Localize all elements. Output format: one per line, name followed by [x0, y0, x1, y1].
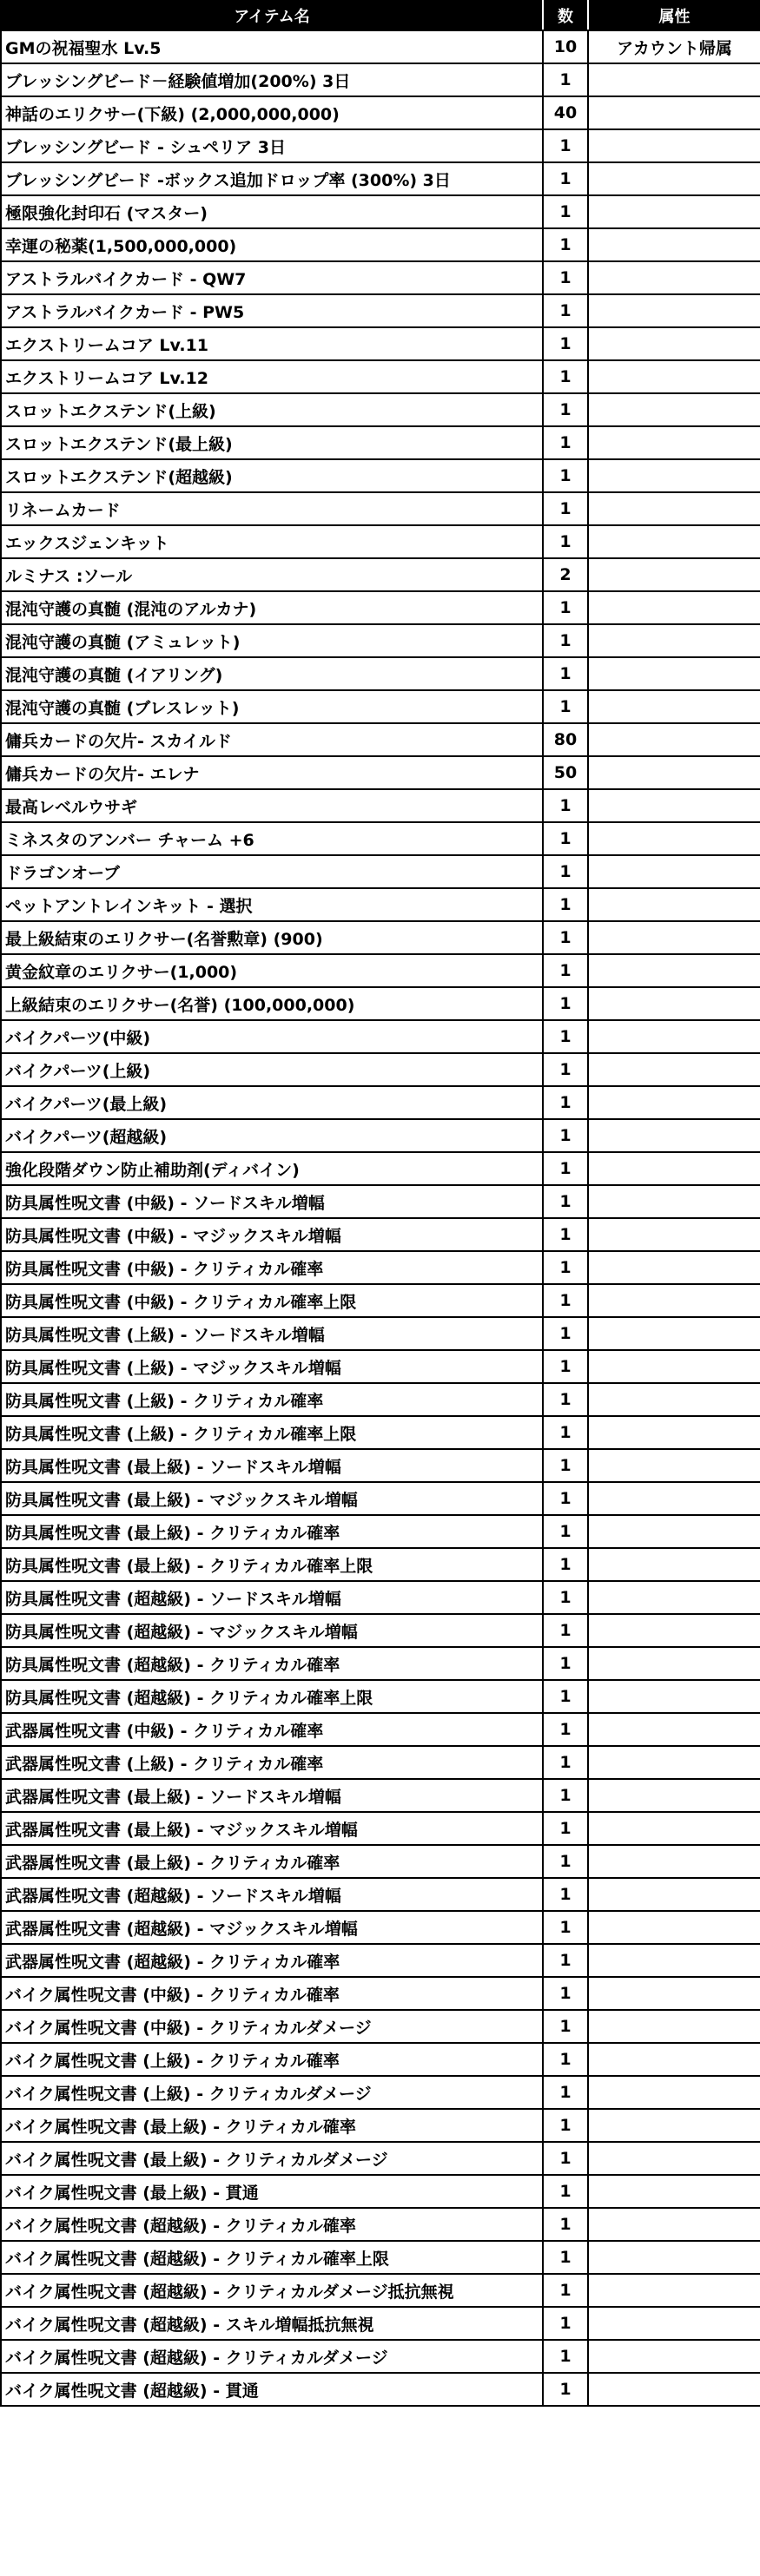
item-name-cell: 防具属性呪文書 (最上級) - ソードスキル増幅 — [1, 1449, 543, 1482]
table-row — [1, 1680, 760, 1713]
attribute-cell — [588, 96, 760, 129]
table-row — [1, 162, 760, 195]
table-row — [1, 1119, 760, 1152]
quantity-cell: 1 — [543, 1218, 588, 1251]
quantity-cell: 1 — [543, 1251, 588, 1284]
quantity-cell: 1 — [543, 2208, 588, 2241]
item-name-cell: バイクパーツ(上級) — [1, 1053, 543, 1086]
quantity-cell: 1 — [543, 1284, 588, 1317]
quantity-cell: 1 — [543, 63, 588, 96]
table-row — [1, 492, 760, 525]
item-name-cell: 幸運の秘薬(1,500,000,000) — [1, 228, 543, 261]
header-quantity: 数 — [543, 1, 588, 30]
attribute-cell — [588, 393, 760, 426]
attribute-cell — [588, 987, 760, 1020]
quantity-cell: 1 — [543, 2142, 588, 2175]
item-name-cell: バイク属性呪文書 (超越級) - クリティカル確率上限 — [1, 2241, 543, 2274]
item-name-cell: スロットエクステンド(超越級) — [1, 459, 543, 492]
table-row — [1, 2274, 760, 2307]
table-row — [1, 2241, 760, 2274]
item-name-cell: バイク属性呪文書 (超越級) - クリティカルダメージ抵抗無視 — [1, 2274, 543, 2307]
table-row — [1, 1977, 760, 2010]
quantity-cell: 1 — [543, 987, 588, 1020]
table-row — [1, 1185, 760, 1218]
attribute-cell — [588, 1053, 760, 1086]
table-row — [1, 2142, 760, 2175]
item-name-cell: 神話のエリクサー(下級) (2,000,000,000) — [1, 96, 543, 129]
item-name-cell: 強化段階ダウン防止補助剤(ディバイン) — [1, 1152, 543, 1185]
item-name-cell: スロットエクステンド(最上級) — [1, 426, 543, 459]
table-row — [1, 558, 760, 591]
attribute-cell — [588, 1746, 760, 1779]
attribute-cell — [588, 63, 760, 96]
table-row — [1, 30, 760, 63]
table-row — [1, 1284, 760, 1317]
item-name-cell: 傭兵カードの欠片- エレナ — [1, 756, 543, 789]
attribute-cell — [588, 723, 760, 756]
quantity-cell: 1 — [543, 1680, 588, 1713]
item-name-cell: 混沌守護の真髄 (アミュレット) — [1, 624, 543, 657]
item-name-cell: アストラルバイクカード - PW5 — [1, 294, 543, 327]
attribute-cell — [588, 624, 760, 657]
item-name-cell: 武器属性呪文書 (中級) - クリティカル確率 — [1, 1713, 543, 1746]
item-name-cell: バイク属性呪文書 (最上級) - 貫通 — [1, 2175, 543, 2208]
quantity-cell: 1 — [543, 1350, 588, 1383]
table-row — [1, 261, 760, 294]
attribute-cell — [588, 261, 760, 294]
quantity-cell: 1 — [543, 2241, 588, 2274]
table-row — [1, 2109, 760, 2142]
quantity-cell: 1 — [543, 162, 588, 195]
quantity-cell: 1 — [543, 2076, 588, 2109]
quantity-cell: 80 — [543, 723, 588, 756]
item-name-cell: バイクパーツ(超越級) — [1, 1119, 543, 1152]
table-row — [1, 1746, 760, 1779]
quantity-cell: 1 — [543, 690, 588, 723]
table-row — [1, 1053, 760, 1086]
quantity-cell: 1 — [543, 1383, 588, 1416]
item-name-cell: バイクパーツ(中級) — [1, 1020, 543, 1053]
attribute-cell — [588, 756, 760, 789]
item-name-cell: 武器属性呪文書 (最上級) - マジックスキル増幅 — [1, 1812, 543, 1845]
header-item-name: アイテム名 — [1, 1, 543, 30]
quantity-cell: 1 — [543, 1878, 588, 1911]
table-row — [1, 360, 760, 393]
item-name-cell: バイク属性呪文書 (上級) - クリティカル確率 — [1, 2043, 543, 2076]
item-name-cell: 混沌守護の真髄 (混沌のアルカナ) — [1, 591, 543, 624]
attribute-cell — [588, 690, 760, 723]
attribute-cell — [588, 2340, 760, 2373]
quantity-cell: 1 — [543, 2274, 588, 2307]
attribute-cell — [588, 1779, 760, 1812]
table-row — [1, 954, 760, 987]
table-row — [1, 1911, 760, 1944]
quantity-cell: 1 — [543, 360, 588, 393]
table-row — [1, 2373, 760, 2406]
table-row — [1, 2076, 760, 2109]
attribute-cell — [588, 591, 760, 624]
table-row — [1, 690, 760, 723]
quantity-cell: 1 — [543, 261, 588, 294]
table-row — [1, 855, 760, 888]
quantity-cell: 1 — [543, 1713, 588, 1746]
table-row — [1, 723, 760, 756]
attribute-cell — [588, 921, 760, 954]
quantity-cell: 1 — [543, 1812, 588, 1845]
header-attribute: 属性 — [588, 1, 760, 30]
item-name-cell: 傭兵カードの欠片- スカイルド — [1, 723, 543, 756]
item-name-cell: エクストリームコア Lv.11 — [1, 327, 543, 360]
attribute-cell: アカウント帰属 — [588, 30, 760, 63]
item-name-cell: ミネスタのアンバー チャーム +6 — [1, 822, 543, 855]
item-name-cell: 防具属性呪文書 (上級) - ソードスキル増幅 — [1, 1317, 543, 1350]
quantity-cell: 1 — [543, 1779, 588, 1812]
attribute-cell — [588, 459, 760, 492]
item-name-cell: 防具属性呪文書 (超越級) - ソードスキル増幅 — [1, 1581, 543, 1614]
item-name-cell: 武器属性呪文書 (超越級) - クリティカル確率 — [1, 1944, 543, 1977]
table-row — [1, 1581, 760, 1614]
table-row — [1, 2010, 760, 2043]
table-row — [1, 2307, 760, 2340]
quantity-cell: 1 — [543, 426, 588, 459]
table-row — [1, 624, 760, 657]
item-name-cell: 武器属性呪文書 (超越級) - マジックスキル増幅 — [1, 1911, 543, 1944]
table-row — [1, 789, 760, 822]
attribute-cell — [588, 2076, 760, 2109]
attribute-cell — [588, 558, 760, 591]
item-rows — [1, 30, 760, 2406]
item-name-cell: 武器属性呪文書 (上級) - クリティカル確率 — [1, 1746, 543, 1779]
table-row — [1, 1944, 760, 1977]
item-name-cell: エックスジェンキット — [1, 525, 543, 558]
item-name-cell: 武器属性呪文書 (最上級) - クリティカル確率 — [1, 1845, 543, 1878]
attribute-cell — [588, 327, 760, 360]
table-row — [1, 2208, 760, 2241]
quantity-cell: 50 — [543, 756, 588, 789]
attribute-cell — [588, 2307, 760, 2340]
item-name-cell: 防具属性呪文書 (最上級) - クリティカル確率 — [1, 1515, 543, 1548]
attribute-cell — [588, 2241, 760, 2274]
table-row — [1, 1449, 760, 1482]
attribute-cell — [588, 1383, 760, 1416]
attribute-cell — [588, 492, 760, 525]
item-name-cell: ドラゴンオーブ — [1, 855, 543, 888]
attribute-cell — [588, 1218, 760, 1251]
item-name-cell: 防具属性呪文書 (超越級) - クリティカル確率 — [1, 1647, 543, 1680]
attribute-cell — [588, 1185, 760, 1218]
attribute-cell — [588, 789, 760, 822]
attribute-cell — [588, 1086, 760, 1119]
quantity-cell: 1 — [543, 822, 588, 855]
item-name-cell: バイク属性呪文書 (中級) - クリティカルダメージ — [1, 2010, 543, 2043]
item-name-cell: 防具属性呪文書 (上級) - マジックスキル増幅 — [1, 1350, 543, 1383]
item-name-cell: 防具属性呪文書 (超越級) - マジックスキル増幅 — [1, 1614, 543, 1647]
quantity-cell: 1 — [543, 921, 588, 954]
attribute-cell — [588, 294, 760, 327]
table-row — [1, 822, 760, 855]
attribute-cell — [588, 855, 760, 888]
attribute-cell — [588, 1284, 760, 1317]
attribute-cell — [588, 1680, 760, 1713]
quantity-cell: 1 — [543, 1845, 588, 1878]
table-row — [1, 129, 760, 162]
quantity-cell: 1 — [543, 525, 588, 558]
attribute-cell — [588, 195, 760, 228]
quantity-cell: 1 — [543, 1020, 588, 1053]
quantity-cell: 1 — [543, 1185, 588, 1218]
table-row — [1, 195, 760, 228]
item-name-cell: 最上級結束のエリクサー(名誉勲章) (900) — [1, 921, 543, 954]
table-row — [1, 228, 760, 261]
item-name-cell: 防具属性呪文書 (上級) - クリティカル確率 — [1, 1383, 543, 1416]
quantity-cell: 1 — [543, 1515, 588, 1548]
attribute-cell — [588, 2010, 760, 2043]
item-name-cell: ブレッシングビード -ボックス追加ドロップ率 (300%) 3日 — [1, 162, 543, 195]
table-row — [1, 1416, 760, 1449]
quantity-cell: 40 — [543, 96, 588, 129]
quantity-cell: 1 — [543, 195, 588, 228]
quantity-cell: 1 — [543, 1449, 588, 1482]
table-row — [1, 1647, 760, 1680]
item-name-cell: 防具属性呪文書 (上級) - クリティカル確率上限 — [1, 1416, 543, 1449]
attribute-cell — [588, 129, 760, 162]
item-name-cell: 黄金紋章のエリクサー(1,000) — [1, 954, 543, 987]
table-row — [1, 1713, 760, 1746]
attribute-cell — [588, 1515, 760, 1548]
item-name-cell: 武器属性呪文書 (超越級) - ソードスキル増幅 — [1, 1878, 543, 1911]
attribute-cell — [588, 1878, 760, 1911]
item-name-cell: 防具属性呪文書 (中級) - マジックスキル増幅 — [1, 1218, 543, 1251]
quantity-cell: 10 — [543, 30, 588, 63]
quantity-cell: 1 — [543, 591, 588, 624]
item-name-cell: ブレッシングビード - シュペリア 3日 — [1, 129, 543, 162]
table-row — [1, 327, 760, 360]
quantity-cell: 1 — [543, 2373, 588, 2406]
table-row — [1, 1020, 760, 1053]
quantity-cell: 1 — [543, 492, 588, 525]
item-name-cell: スロットエクステンド(上級) — [1, 393, 543, 426]
item-name-cell: 混沌守護の真髄 (ブレスレット) — [1, 690, 543, 723]
item-name-cell: リネームカード — [1, 492, 543, 525]
table-row — [1, 756, 760, 789]
attribute-cell — [588, 1944, 760, 1977]
item-name-cell: バイクパーツ(最上級) — [1, 1086, 543, 1119]
quantity-cell: 1 — [543, 1614, 588, 1647]
item-name-cell: バイク属性呪文書 (超越級) - クリティカルダメージ — [1, 2340, 543, 2373]
item-name-cell: バイク属性呪文書 (中級) - クリティカル確率 — [1, 1977, 543, 2010]
item-name-cell: バイク属性呪文書 (上級) - クリティカルダメージ — [1, 2076, 543, 2109]
item-name-cell: バイク属性呪文書 (超越級) - 貫通 — [1, 2373, 543, 2406]
quantity-cell: 1 — [543, 228, 588, 261]
quantity-cell: 1 — [543, 888, 588, 921]
table-row — [1, 1218, 760, 1251]
attribute-cell — [588, 1548, 760, 1581]
table-row — [1, 459, 760, 492]
quantity-cell: 1 — [543, 789, 588, 822]
item-name-cell: 極限強化封印石 (マスター) — [1, 195, 543, 228]
quantity-cell: 1 — [543, 2010, 588, 2043]
attribute-cell — [588, 1812, 760, 1845]
quantity-cell: 1 — [543, 1119, 588, 1152]
attribute-cell — [588, 2373, 760, 2406]
quantity-cell: 1 — [543, 1746, 588, 1779]
quantity-cell: 1 — [543, 459, 588, 492]
attribute-cell — [588, 1977, 760, 2010]
item-name-cell: ペットアントレインキット - 選択 — [1, 888, 543, 921]
table-row — [1, 1878, 760, 1911]
quantity-cell: 1 — [543, 954, 588, 987]
item-name-cell: バイク属性呪文書 (超越級) - スキル増幅抵抗無視 — [1, 2307, 543, 2340]
attribute-cell — [588, 525, 760, 558]
attribute-cell — [588, 2142, 760, 2175]
attribute-cell — [588, 2109, 760, 2142]
attribute-cell — [588, 822, 760, 855]
item-name-cell: 防具属性呪文書 (中級) - クリティカル確率 — [1, 1251, 543, 1284]
quantity-cell: 1 — [543, 2109, 588, 2142]
item-name-cell: 防具属性呪文書 (中級) - ソードスキル増幅 — [1, 1185, 543, 1218]
quantity-cell: 1 — [543, 1053, 588, 1086]
table-row — [1, 1251, 760, 1284]
quantity-cell: 2 — [543, 558, 588, 591]
table-row — [1, 1317, 760, 1350]
item-name-cell: GMの祝福聖水 Lv.5 — [1, 30, 543, 63]
quantity-cell: 1 — [543, 1317, 588, 1350]
item-name-cell: アストラルバイクカード - QW7 — [1, 261, 543, 294]
attribute-cell — [588, 2043, 760, 2076]
item-name-cell: バイク属性呪文書 (最上級) - クリティカル確率 — [1, 2109, 543, 2142]
attribute-cell — [588, 228, 760, 261]
item-name-cell: バイク属性呪文書 (超越級) - クリティカル確率 — [1, 2208, 543, 2241]
quantity-cell: 1 — [543, 1944, 588, 1977]
quantity-cell: 1 — [543, 1647, 588, 1680]
table-row — [1, 657, 760, 690]
quantity-cell: 1 — [543, 2043, 588, 2076]
table-row — [1, 1845, 760, 1878]
item-name-cell: 防具属性呪文書 (最上級) - マジックスキル増幅 — [1, 1482, 543, 1515]
quantity-cell: 1 — [543, 657, 588, 690]
attribute-cell — [588, 1449, 760, 1482]
attribute-cell — [588, 1845, 760, 1878]
item-name-cell: エクストリームコア Lv.12 — [1, 360, 543, 393]
table-row — [1, 63, 760, 96]
table-row — [1, 2175, 760, 2208]
table-row — [1, 2043, 760, 2076]
item-name-cell: 武器属性呪文書 (最上級) - ソードスキル増幅 — [1, 1779, 543, 1812]
quantity-cell: 1 — [543, 1548, 588, 1581]
attribute-cell — [588, 1482, 760, 1515]
table-row — [1, 426, 760, 459]
item-name-cell: 防具属性呪文書 (最上級) - クリティカル確率上限 — [1, 1548, 543, 1581]
item-name-cell: ルミナス :ソール — [1, 558, 543, 591]
item-name-cell: 防具属性呪文書 (超越級) - クリティカル確率上限 — [1, 1680, 543, 1713]
quantity-cell: 1 — [543, 1581, 588, 1614]
item-name-cell: 防具属性呪文書 (中級) - クリティカル確率上限 — [1, 1284, 543, 1317]
table-row — [1, 1614, 760, 1647]
attribute-cell — [588, 1581, 760, 1614]
table-row — [1, 1350, 760, 1383]
quantity-cell: 1 — [543, 624, 588, 657]
table-row — [1, 987, 760, 1020]
attribute-cell — [588, 1416, 760, 1449]
attribute-cell — [588, 1251, 760, 1284]
table-row — [1, 888, 760, 921]
attribute-cell — [588, 1020, 760, 1053]
quantity-cell: 1 — [543, 393, 588, 426]
quantity-cell: 1 — [543, 855, 588, 888]
attribute-cell — [588, 2274, 760, 2307]
attribute-cell — [588, 1614, 760, 1647]
quantity-cell: 1 — [543, 327, 588, 360]
attribute-cell — [588, 1647, 760, 1680]
attribute-cell — [588, 888, 760, 921]
attribute-cell — [588, 426, 760, 459]
quantity-cell: 1 — [543, 2340, 588, 2373]
quantity-cell: 1 — [543, 129, 588, 162]
table-row — [1, 1812, 760, 1845]
quantity-cell: 1 — [543, 1977, 588, 2010]
attribute-cell — [588, 954, 760, 987]
table-row — [1, 525, 760, 558]
table-row — [1, 1383, 760, 1416]
attribute-cell — [588, 1713, 760, 1746]
quantity-cell: 1 — [543, 2307, 588, 2340]
table-row — [1, 1515, 760, 1548]
quantity-cell: 1 — [543, 2175, 588, 2208]
attribute-cell — [588, 1350, 760, 1383]
attribute-cell — [588, 162, 760, 195]
attribute-cell — [588, 1317, 760, 1350]
item-name-cell: 最高レベルウサギ — [1, 789, 543, 822]
table-row — [1, 393, 760, 426]
table-row — [1, 1152, 760, 1185]
attribute-cell — [588, 2208, 760, 2241]
item-name-cell: 混沌守護の真髄 (イアリング) — [1, 657, 543, 690]
attribute-cell — [588, 657, 760, 690]
attribute-cell — [588, 360, 760, 393]
item-name-cell: バイク属性呪文書 (最上級) - クリティカルダメージ — [1, 2142, 543, 2175]
quantity-cell: 1 — [543, 1152, 588, 1185]
table-row — [1, 921, 760, 954]
table-row — [1, 2340, 760, 2373]
quantity-cell: 1 — [543, 1086, 588, 1119]
quantity-cell: 1 — [543, 1416, 588, 1449]
table-row — [1, 294, 760, 327]
table-row — [1, 591, 760, 624]
attribute-cell — [588, 1152, 760, 1185]
table-row — [1, 1086, 760, 1119]
item-name-cell: ブレッシングビード－経験値増加(200%) 3日 — [1, 63, 543, 96]
quantity-cell: 1 — [543, 1482, 588, 1515]
attribute-cell — [588, 2175, 760, 2208]
item-name-cell: 上級結束のエリクサー(名誉) (100,000,000) — [1, 987, 543, 1020]
table-row — [1, 1548, 760, 1581]
header-row — [1, 1, 760, 30]
attribute-cell — [588, 1911, 760, 1944]
table-row — [1, 1482, 760, 1515]
table-row — [1, 1779, 760, 1812]
table-row — [1, 96, 760, 129]
quantity-cell: 1 — [543, 294, 588, 327]
attribute-cell — [588, 1119, 760, 1152]
quantity-cell: 1 — [543, 1911, 588, 1944]
